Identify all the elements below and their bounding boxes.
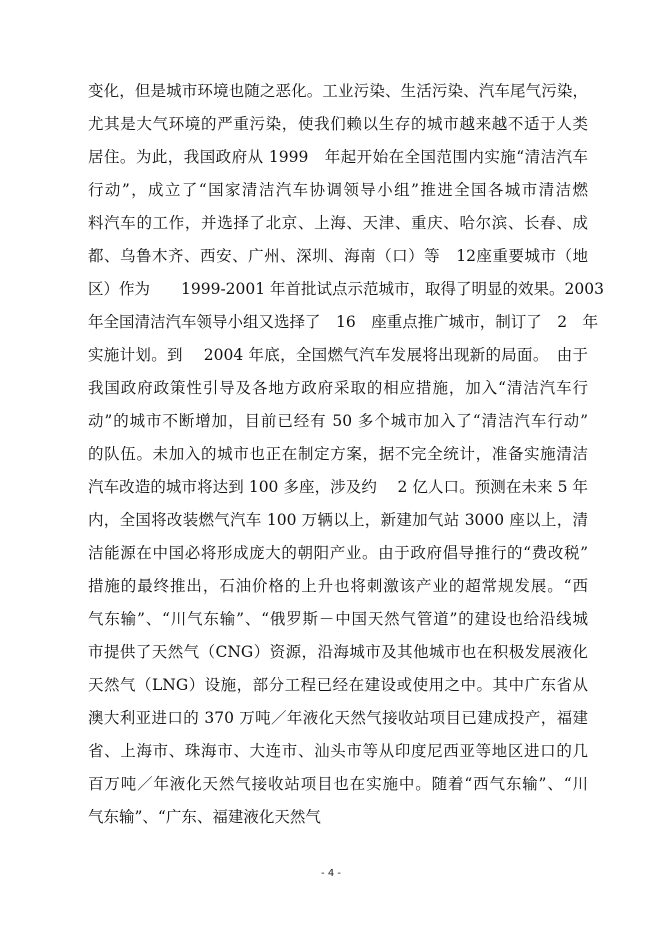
body-text-line: 洁能源在中国必将形成庞大的朝阳产业。由于政府倡导推行的“费改税” [88, 544, 588, 562]
body-text-line: 动”的城市不断增加，目前已经有 50 多个城市加入了“清洁汽车行动” [88, 412, 588, 430]
body-text-line: 汽车改造的城市将达到 100 多座，涉及约 2 亿人口。预测在未来 5 年 [88, 478, 588, 496]
body-text-line: 措施的最终推出，石油价格的上升也将刺激该产业的超常规发展。“西 [88, 577, 588, 595]
body-text-line: 市提供了天然气（CNG）资源，沿海城市及其他城市也在积极发展液化 [88, 643, 588, 661]
body-text-line: 百万吨／年液化天然气接收站项目也在实施中。随着“西气东输”、“川 [88, 775, 588, 793]
body-text-line: 内，全国将改装燃气汽车 100 万辆以上，新建加气站 3000 座以上，清 [88, 511, 588, 529]
body-text-line: 气东输”、“川气东输”、“俄罗斯－中国天然气管道”的建设也给沿线城 [88, 610, 588, 628]
body-text-line: 行动”，成立了“国家清洁汽车协调领导小组”推进全国各城市清洁燃 [88, 181, 588, 199]
body-text-line: 的队伍。未加入的城市也正在制定方案，据不完全统计，准备实施清洁 [88, 445, 588, 463]
body-text-line: 实施计划。到 2004 年底，全国燃气汽车发展将出现新的局面。 由于 [88, 346, 588, 364]
body-text-line: 天然气（LNG）设施，部分工程已经在建设或使用之中。其中广东省从 [88, 676, 588, 694]
body-text-line: 我国政府政策性引导及各地方政府采取的相应措施，加入“清洁汽车行 [88, 379, 588, 397]
body-text-line: 澳大利亚进口的 370 万吨／年液化天然气接收站项目已建成投产，福建 [88, 709, 588, 727]
page-number: - 4 - [321, 868, 341, 879]
body-text-line: 区）作为 1999-2001 年首批试点示范城市，取得了明显的效果。2003 [88, 280, 605, 298]
body-text-line: 都、乌鲁木齐、西安、广州、深圳、海南（口）等 12座重要城市（地 [88, 247, 588, 265]
body-text-line: 年全国清洁汽车领导小组又选择了 16 座重点推广城市，制订了 2 年 [88, 313, 599, 331]
body-text-line: 变化，但是城市环境也随之恶化。工业污染、生活污染、汽车尾气污染， [88, 82, 588, 100]
body-text-line: 居住。为此，我国政府从 1999 年起开始在全国范围内实施“清洁汽车 [88, 148, 588, 166]
body-text-line: 尤其是大气环境的严重污染，使我们赖以生存的城市越来越不适于人类 [88, 115, 588, 133]
body-text-line: 省、上海市、珠海市、大连市、汕头市等从印度尼西亚等地区进口的几 [88, 742, 588, 760]
body-text-line: 料汽车的工作，并选择了北京、上海、天津、重庆、哈尔滨、长春、成 [88, 214, 588, 232]
body-text-line-last: 气东输”、“广东、福建液化天然气 [88, 808, 321, 826]
